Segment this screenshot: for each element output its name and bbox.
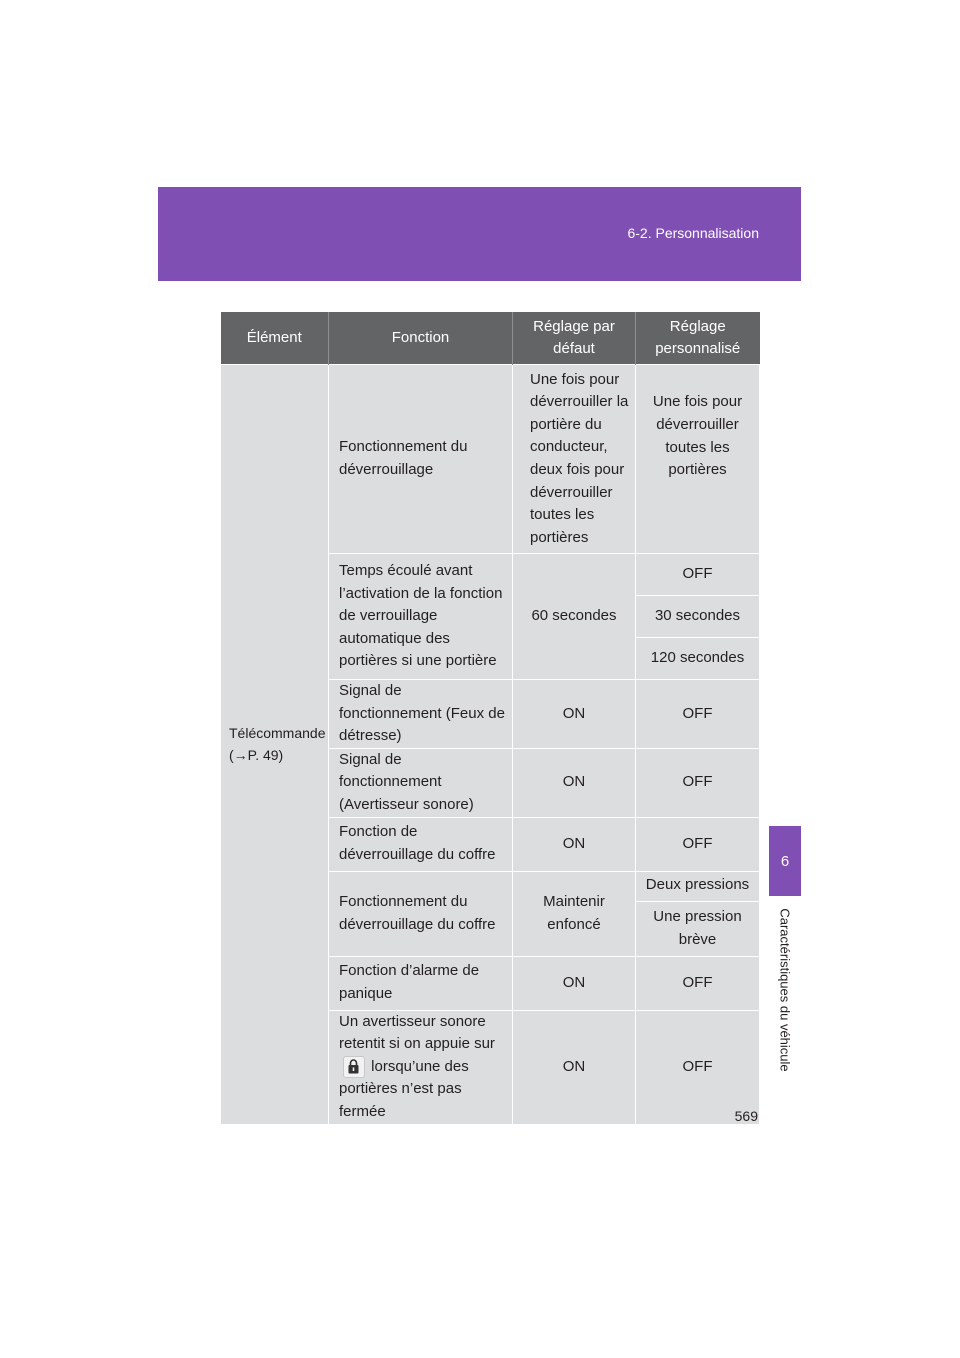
- function-cell: Fonctionnement du déverrouillage du coffre: [329, 871, 513, 956]
- section-title: 6-2. Personnalisation: [627, 225, 759, 241]
- custom-cell: 30 secondes: [636, 596, 760, 638]
- header-element: Élément: [221, 312, 329, 365]
- custom-cell: OFF: [636, 817, 760, 871]
- custom-cell: OFF: [636, 554, 760, 596]
- lock-icon: [343, 1056, 365, 1078]
- default-cell: Maintenir enfoncé: [513, 871, 636, 956]
- default-cell: ON: [513, 956, 636, 1010]
- custom-cell: Une fois pour déverrouiller toutes les portières: [636, 365, 760, 554]
- default-cell: ON: [513, 1010, 636, 1124]
- page-number: 569: [734, 1108, 758, 1124]
- default-cell: ON: [513, 680, 636, 749]
- custom-cell: Deux pressions: [636, 871, 760, 901]
- function-text-post: lorsqu’une des portières n’est pas fermée: [339, 1057, 469, 1120]
- custom-cell: 120 secondes: [636, 638, 760, 680]
- function-cell: Temps écoulé avant l’activation de la fonction de verrouillage automatique des portières si une portière: [329, 554, 513, 680]
- function-text-pre: Un avertisseur sonore retentit si on appuie sur: [339, 1012, 495, 1053]
- element-page-ref: (→P. 49): [229, 747, 284, 764]
- custom-cell: OFF: [636, 680, 760, 749]
- function-cell: Signal de fonctionnement (Feux de détresse): [329, 680, 513, 749]
- function-cell: Fonctionnement du déverrouillage: [329, 365, 513, 554]
- default-cell: Une fois pour déverrouiller la portière du conducteur, deux fois pour déverrouiller toutes les portières: [513, 365, 636, 554]
- table-header-row: [221, 312, 760, 365]
- custom-cell: OFF: [636, 748, 760, 817]
- table-row: [221, 365, 760, 554]
- default-cell: ON: [513, 748, 636, 817]
- default-cell: 60 secondes: [513, 554, 636, 680]
- header-default: Réglage par défaut: [513, 312, 636, 365]
- function-cell: [329, 1010, 513, 1124]
- custom-cell: OFF: [636, 956, 760, 1010]
- chapter-tab[interactable]: [769, 826, 801, 896]
- element-name: Télécommande: [229, 724, 326, 741]
- section-header-bar: [158, 187, 801, 281]
- function-cell: Fonction de déverrouillage du coffre: [329, 817, 513, 871]
- header-custom: Réglage personnalisé: [636, 312, 760, 365]
- custom-cell: OFF: [636, 1010, 760, 1124]
- chapter-title: Caractéristiques du véhicule: [777, 908, 793, 1072]
- default-cell: ON: [513, 817, 636, 871]
- function-cell: Signal de fonctionnement (Avertisseur sonore): [329, 748, 513, 817]
- element-cell: [221, 365, 329, 1125]
- customization-table: [220, 312, 760, 1125]
- chapter-tab-number: 6: [780, 852, 790, 870]
- header-function: Fonction: [329, 312, 513, 365]
- function-cell: Fonction d’alarme de panique: [329, 956, 513, 1010]
- custom-cell: Une pression brève: [636, 901, 760, 956]
